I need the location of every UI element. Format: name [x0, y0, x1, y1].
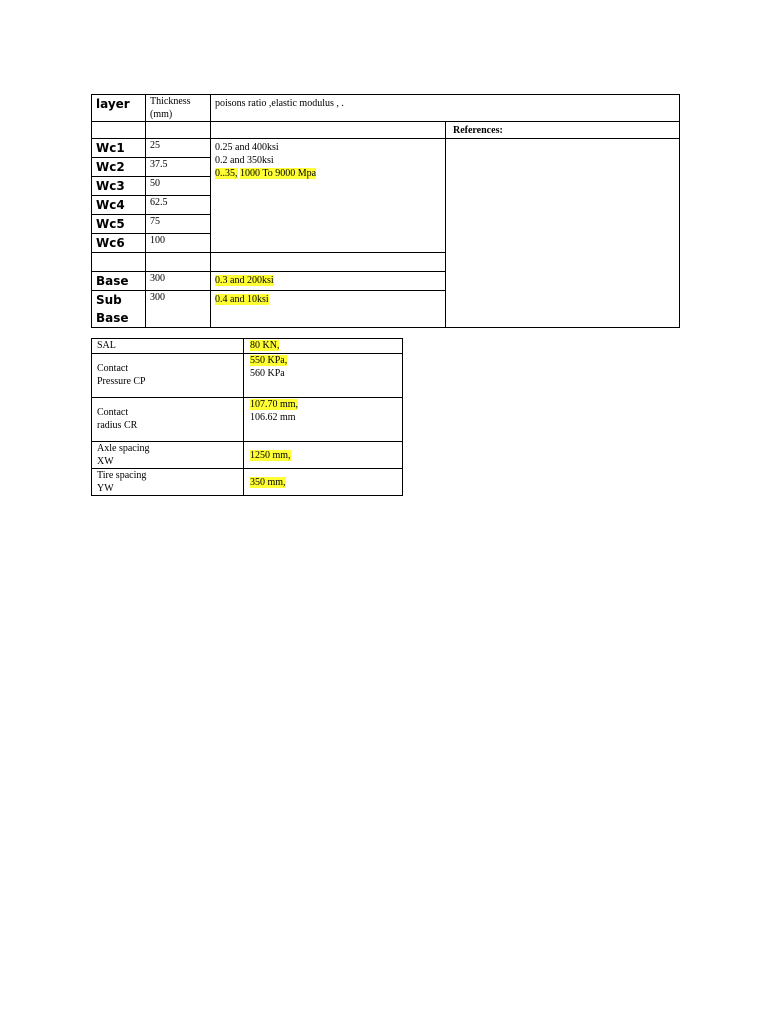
parameter-value-text: 107.70 mm, [250, 399, 299, 410]
table-row [92, 442, 403, 469]
parameter-label [92, 442, 244, 469]
parameter-label [92, 339, 244, 354]
wc-props-line3-modulus: 1000 To 9000 Mpa [240, 168, 317, 179]
layer-properties-table [91, 94, 680, 328]
subbase-line1: Sub [96, 293, 122, 307]
parameter-value-line [250, 367, 398, 380]
parameter-value-line [250, 398, 398, 411]
layer-name: Wc3 [92, 177, 146, 196]
parameter-label-line: Contact [97, 363, 129, 374]
subbase-props: 0.4 and 10ksi [215, 294, 269, 305]
layer-properties [211, 272, 446, 291]
layer-thickness: 25 [146, 139, 211, 158]
parameter-value-line [250, 354, 398, 367]
references-cell [446, 139, 680, 328]
layer-name: Wc5 [92, 215, 146, 234]
table-row [92, 398, 403, 442]
parameter-label-line: XW [97, 456, 114, 467]
parameter-label-line: Tire spacing [97, 470, 147, 481]
header-layer: layer [92, 95, 146, 122]
table-row [92, 339, 403, 354]
base-props: 0.3 and 200ksi [215, 275, 274, 286]
layer-properties [211, 291, 446, 328]
spacer-cell [92, 253, 146, 272]
parameter-label-line: Pressure CP [97, 376, 146, 387]
wc-props-line1: 0.25 and 400ksi [215, 142, 279, 153]
parameter-value [244, 469, 403, 496]
table-row [92, 139, 680, 158]
parameter-value-text: 350 mm, [250, 476, 286, 488]
header-row2-empty-cell [211, 122, 446, 139]
parameter-label-line: Contact [97, 407, 129, 418]
parameter-label-line: Axle spacing [97, 443, 150, 454]
parameter-label [92, 354, 244, 398]
layer-name: Wc4 [92, 196, 146, 215]
header-thickness-line1: Thickness [150, 96, 191, 107]
header-properties: poisons ratio ,elastic modulus , . [211, 95, 680, 122]
layer-name [92, 291, 146, 328]
table-row [92, 469, 403, 496]
wc-props-line3 [215, 167, 441, 180]
parameter-value-line [250, 411, 398, 424]
subbase-line2: Base [96, 311, 129, 325]
table-row [92, 95, 680, 122]
layer-name: Wc2 [92, 158, 146, 177]
table-row [92, 122, 680, 139]
header-thickness-line2: (mm) [150, 109, 173, 120]
layer-thickness: 75 [146, 215, 211, 234]
header-row2-empty-cell [92, 122, 146, 139]
parameter-value-text: 560 KPa [250, 368, 285, 379]
parameter-value-text: 80 KN, [250, 340, 280, 351]
layer-thickness: 100 [146, 234, 211, 253]
parameter-value [244, 354, 403, 398]
header-row2-empty-cell [146, 122, 211, 139]
wc-properties-cell [211, 139, 446, 253]
layer-thickness: 50 [146, 177, 211, 196]
parameter-label [92, 398, 244, 442]
load-parameters-table [91, 338, 403, 496]
parameter-label-line: radius CR [97, 420, 138, 431]
table-row [92, 354, 403, 398]
parameter-label [92, 469, 244, 496]
spacer-cell [146, 253, 211, 272]
parameter-value [244, 339, 403, 354]
layer-name: Wc1 [92, 139, 146, 158]
layer-thickness: 300 [146, 272, 211, 291]
parameter-value-text: 1250 mm, [250, 449, 291, 461]
wc-props-line2: 0.2 and 350ksi [215, 155, 274, 166]
layer-thickness: 37.5 [146, 158, 211, 177]
header-thickness [146, 95, 211, 122]
parameter-value-line [250, 476, 398, 489]
wc-props-line3-poisson: 0..35, [215, 168, 238, 179]
parameter-value [244, 398, 403, 442]
parameter-value-text: 550 KPa, [250, 355, 288, 366]
layer-name: Base [92, 272, 146, 291]
parameter-value-text: 106.62 mm [250, 412, 296, 423]
layer-thickness: 300 [146, 291, 211, 328]
layer-thickness: 62.5 [146, 196, 211, 215]
parameter-value [244, 442, 403, 469]
header-references: References: [446, 122, 680, 139]
spacer-cell [211, 253, 446, 272]
parameter-label-line: YW [97, 483, 114, 494]
load-parameters-body [92, 339, 403, 496]
parameter-label-line: SAL [97, 340, 116, 351]
parameter-value-line [250, 449, 398, 462]
layer-name: Wc6 [92, 234, 146, 253]
parameter-value-line [250, 339, 398, 352]
